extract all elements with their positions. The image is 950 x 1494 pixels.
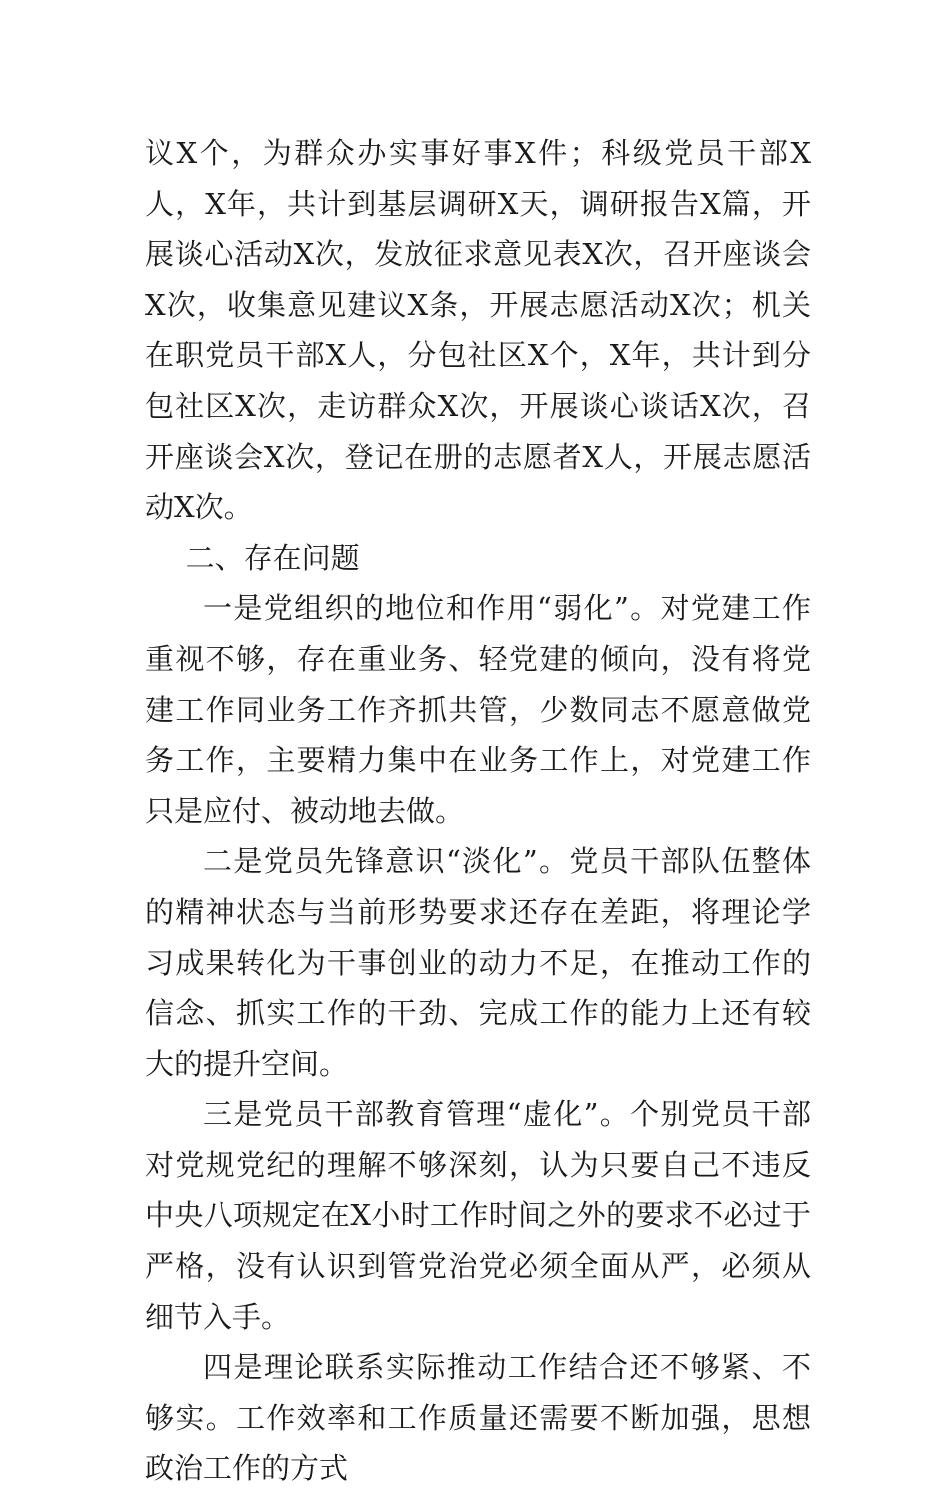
problem-paragraph-3: 三是党员干部教育管理“虚化”。个别党员干部对党规党纪的理解不够深刻，认为只要自己不违反中央八项规定在X小时工作时间之外的要求不必过于严格，没有认识到管党治党必须全面从严，必须从细节入手。: [145, 1097, 811, 1334]
continuation-paragraph: 议X个，为群众办实事好事X件；科级党员干部X人，X年，共计到基层调研X天，调研报告X篇，开展谈心活动X次，发放征求意见表X次，召开座谈会X次，收集意见建议X条，开展志愿活动X次；机关在职党员干部X人，分包社区X个，X年，共计到分包社区X次，走访群众X次，开展谈心谈话X次，召开座谈会X次，登记在册的志愿者X人，开展志愿活动X次。: [145, 136, 811, 525]
problem-paragraph-2: 二是党员先锋意识“淡化”。党员干部队伍整体的精神状态与当前形势要求还存在差距，将理论学习成果转化为干事创业的动力不足，在推动工作的信念、抓实工作的干劲、完成工作的能力上还有较大的提升空间。: [145, 844, 811, 1081]
section-heading: 二、存在问题: [185, 540, 360, 575]
problem-paragraph-1: 一是党组织的地位和作用“弱化”。对党建工作重视不够，存在重业务、轻党建的倾向，没有将党建工作同业务工作齐抓共管，少数同志不愿意做党务工作，主要精力集中在业务工作上，对党建工作只是应付、被动地去做。: [145, 591, 811, 828]
document-body: [145, 128, 811, 1494]
problem-paragraph-4: 四是理论联系实际推动工作结合还不够紧、不够实。工作效率和工作质量还需要不断加强，思想政治工作的方式: [145, 1350, 811, 1486]
